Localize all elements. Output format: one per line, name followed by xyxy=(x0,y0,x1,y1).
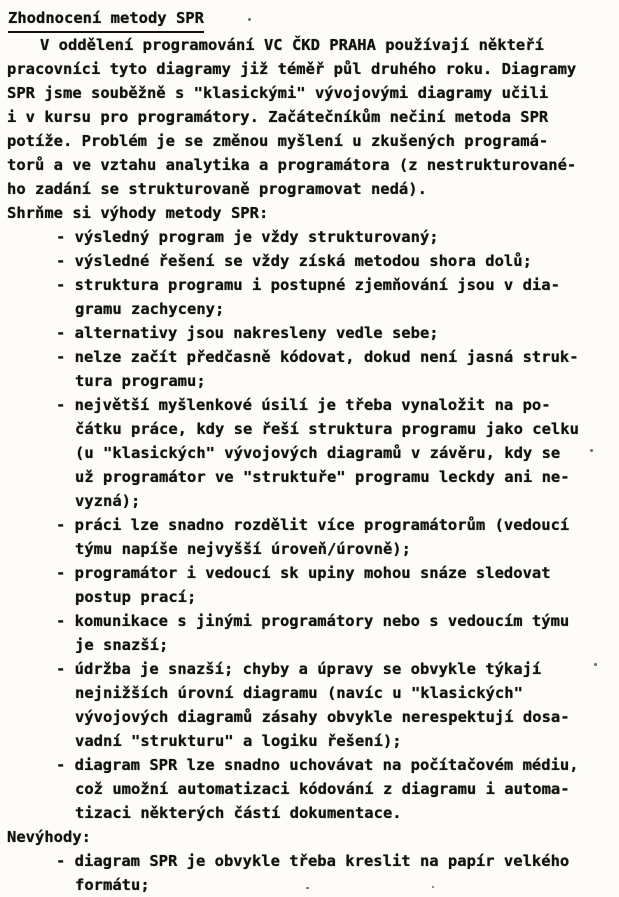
text-line: postup prací; xyxy=(75,588,197,606)
text-line: - diagram SPR lze snadno uchovávat na počítačovém médiu, xyxy=(56,756,579,774)
text-line: V oddělení programování VC ČKD PRAHA používají někteří xyxy=(40,36,544,54)
text-line: - komunikace s jinými programátory nebo s vedoucím týmu xyxy=(56,612,570,630)
text-line: je snazší; xyxy=(75,636,169,654)
scan-speck xyxy=(590,449,593,452)
text-line: tizaci některých částí dokumentace. xyxy=(75,804,402,822)
text-line: - struktura programu i postupné zjemňování jsou v dia- xyxy=(56,276,560,294)
text-line: vývojových diagramů zásahy obvykle nerespektují dosa- xyxy=(75,708,570,726)
text-line: vyzná); xyxy=(75,492,141,510)
text-line: torů a ve vztahu analytika a programátora (z nestrukturované- xyxy=(7,156,577,174)
document-body xyxy=(0,6,619,897)
text-line: potíže. Problém je se změnou myšlení u zkušených programá- xyxy=(7,132,549,150)
text-line: ho zadání se strukturovaně programovat nedá). xyxy=(7,180,427,198)
text-line: - výsledný program je vždy strukturovaný; xyxy=(56,228,439,246)
text-line: týmu napíše nejvyšší úroveň/úrovně); xyxy=(75,540,411,558)
text-line: což umožní automatizaci kódování z diagramu i automa- xyxy=(75,780,570,798)
text-line: formátu; xyxy=(75,876,150,894)
document-title xyxy=(8,6,619,33)
document-title-text: Zhodnocení metody SPR xyxy=(8,6,204,33)
text-line: vadní "strukturu" a logiku řešení); xyxy=(75,732,402,750)
text-line: čátku práce, kdy se řeší struktura programu jako celku xyxy=(75,420,579,438)
scan-speck xyxy=(248,18,251,21)
text-line: (u "klasických" vývojových diagramů v závěru, kdy se xyxy=(75,444,561,462)
document-lines xyxy=(0,33,619,897)
text-line: - výsledné řešení se vždy získá metodou shora dolů; xyxy=(56,252,532,270)
text-line: Shrňme si výhody metody SPR: xyxy=(7,204,269,222)
text-line: tura programu; xyxy=(75,372,206,390)
text-line: - programátor i vedoucí sk upiny mohou snáze sledovat xyxy=(56,564,551,582)
scan-speck xyxy=(306,887,309,889)
text-line: nejnižších úrovní diagramu (navíc u "klasických" xyxy=(75,684,523,702)
scan-speck xyxy=(594,663,597,666)
text-line: i v kursu pro programátory. Začátečníkům nečiní metoda SPR xyxy=(7,108,549,126)
text-line: - údržba je snazší; chyby a úpravy se obvykle týkají xyxy=(56,660,542,678)
text-line: gramu zachyceny; xyxy=(75,300,225,318)
text-line: Nevýhody: xyxy=(7,828,91,846)
scan-speck xyxy=(432,886,434,888)
text-line: SPR jsme souběžně s "klasickými" vývojovými diagramy učili xyxy=(7,84,549,102)
text-line: - diagram SPR je obvykle třeba kreslit na papír velkého xyxy=(56,852,570,870)
text-line: pracovníci tyto diagramy již téměř půl druhého roku. Diagramy xyxy=(7,60,577,78)
text-line: - práci lze snadno rozdělit více programátorům (vedoucí xyxy=(56,516,570,534)
text-line: - nelze začít předčasně kódovat, dokud není jasná struk- xyxy=(56,348,579,366)
text-line: - největší myšlenkové úsilí je třeba vynaložit na po- xyxy=(56,396,551,414)
text-line: - alternativy jsou nakresleny vedle sebe; xyxy=(56,324,439,342)
text-line: už programátor ve "struktuře" programu leckdy ani ne- xyxy=(75,468,570,486)
